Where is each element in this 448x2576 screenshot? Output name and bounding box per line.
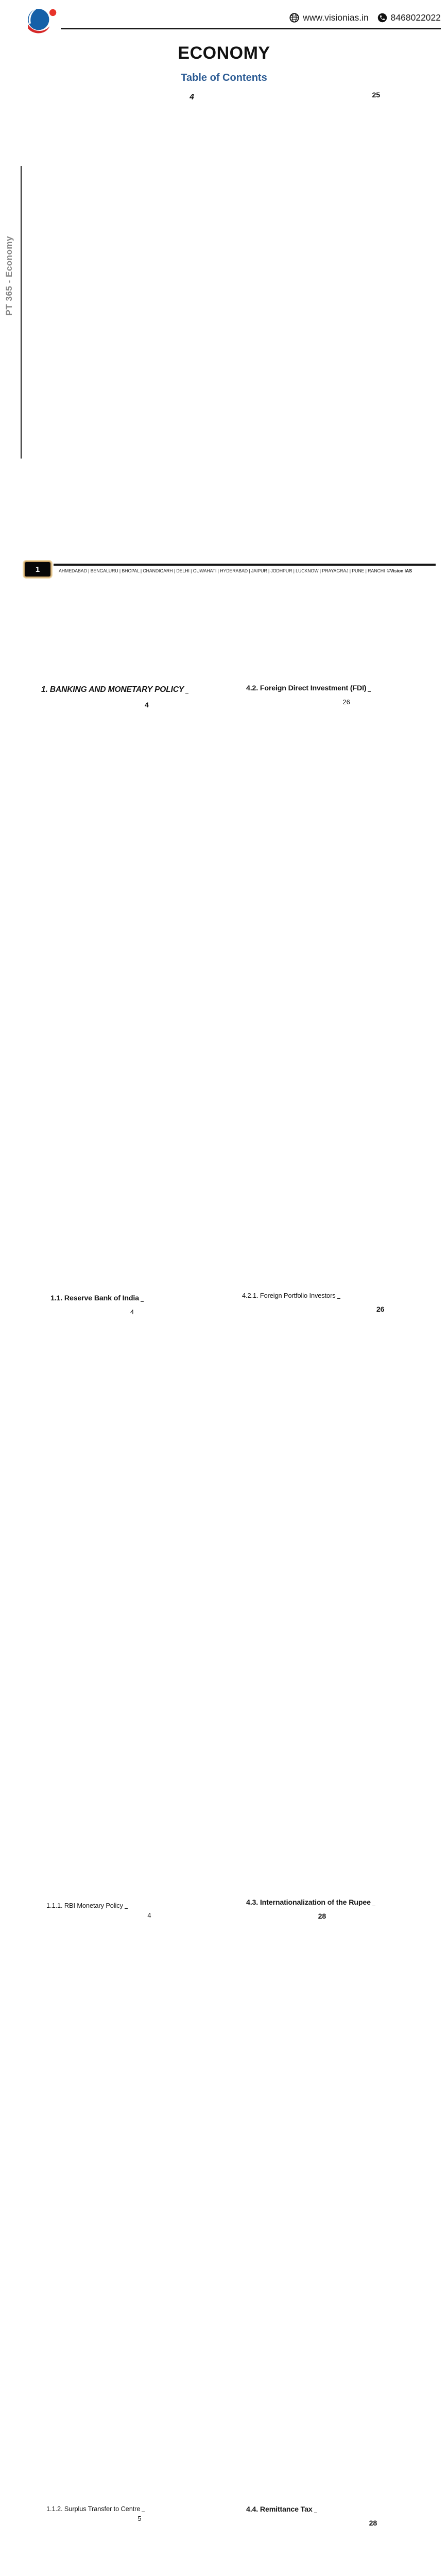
toc-leader: [337, 1298, 340, 1299]
toc-page-number: 25: [372, 91, 407, 693]
toc-entry: [46, 1911, 227, 2514]
toc-entry-label: 1.1. Reserve Bank of India: [50, 1294, 139, 1302]
toc-leader: [368, 691, 371, 692]
toc-entry: [242, 698, 407, 1300]
toc-leader: [141, 1301, 144, 1302]
footer-cities: AHMEDABAD | BENGALURU | BHOPAL | CHANDIGARH | DELHI | GUWAHATI | HYDERABAD | JAIPUR | JODHPUR | LUCKNOW | PRAYAGRAJ | PUNE | RANCHI: [59, 568, 385, 573]
toc-page-number: 28: [318, 1912, 407, 2515]
toc-page-number: 26: [343, 698, 407, 1300]
toc-page-number: 28: [369, 2519, 407, 2576]
header-rule: [61, 28, 441, 29]
toc-page-number: 26: [376, 1305, 407, 1908]
toc-page-number: 4: [130, 1308, 227, 1910]
phone-text: 8468022022: [390, 12, 441, 23]
toc-leader: [125, 1908, 128, 1909]
phone-icon: [377, 13, 387, 23]
toc-title: Table of Contents: [181, 72, 267, 83]
toc-entry-label: 1.1.2. Surplus Transfer to Centre: [46, 2505, 141, 2513]
toc-right-column: [237, 91, 407, 2576]
toc-entry-label: 1.1.1. RBI Monetary Policy: [46, 1902, 123, 1909]
toc-entry-label: 1. BANKING AND MONETARY POLICY: [41, 685, 184, 694]
toc-entry-label: 4.3. Internationalization of the Rupee: [246, 1899, 371, 1907]
toc-entry: [246, 91, 407, 693]
toc-entry: [246, 2519, 407, 2576]
sidebar-label: PT 365 - Economy: [4, 236, 14, 316]
page-title: ECONOMY: [178, 43, 270, 63]
toc-entry: [46, 1308, 227, 1910]
footer-page-badge: 1: [24, 561, 51, 578]
footer-copyright: ©Vision IAS: [387, 568, 412, 573]
toc-left-column: [41, 91, 227, 2576]
toc-entry: [46, 2514, 227, 2576]
toc-page-number: 4: [189, 92, 227, 695]
vision-ias-logo-icon: [23, 5, 60, 41]
toc-entry: [246, 1305, 407, 1908]
footer-rule: [54, 564, 436, 566]
toc-page-number: 4: [145, 701, 227, 1303]
toc-entry-label: 4.2. Foreign Direct Investment (FDI): [246, 684, 367, 692]
toc-page-number: 5: [137, 2514, 227, 2576]
globe-icon: [289, 13, 299, 23]
header-contact: [289, 12, 441, 23]
toc-entry: [41, 92, 227, 695]
sidebar-rule: [21, 166, 22, 459]
toc-entry-label: 4.4. Remittance Tax: [246, 2505, 313, 2514]
website-text: www.visionias.in: [303, 12, 369, 23]
footer-text: [59, 568, 444, 573]
toc-entry: [246, 1912, 407, 2515]
toc-entry-label: 4.2.1. Foreign Portfolio Investors: [242, 1292, 336, 1299]
toc-page-number: 4: [147, 1911, 227, 2514]
toc-entry: [50, 701, 227, 1303]
